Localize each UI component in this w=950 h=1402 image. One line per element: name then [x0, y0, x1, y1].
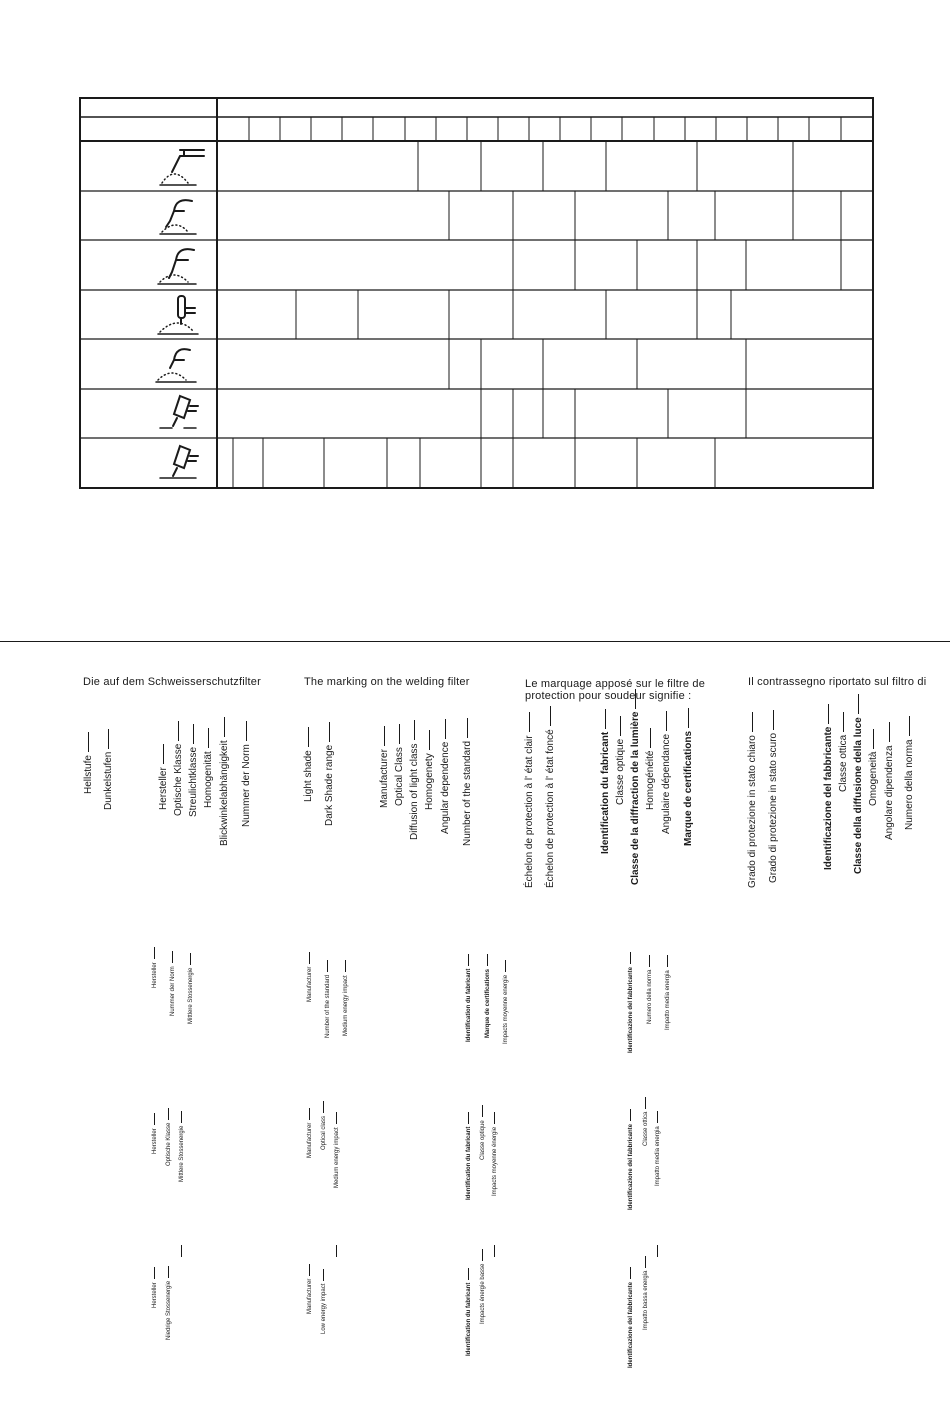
marking-cover-medium-en-2: Medium energy impact — [334, 1112, 340, 1188]
marking-helmet-de-1: Nummer der Norm — [170, 951, 176, 1016]
marking-filter-en-5: Homogenety — [425, 730, 435, 810]
marking-filter-de-2: Hersteller — [159, 744, 169, 810]
marking-cover-low-it-2 — [655, 1245, 661, 1260]
marking-filter-en-7: Number of the standard — [463, 718, 473, 846]
marking-cover-low-fr-2 — [492, 1245, 498, 1260]
marking-helmet-it-1: Numero della norma — [647, 955, 653, 1024]
marking-filter-en-6: Angular dependence — [441, 719, 451, 834]
mig-torch-icon — [158, 249, 196, 284]
marking-filter-en-2: Manufacturer — [380, 726, 390, 808]
marking-helmet-en-1: Number of the standard — [325, 960, 331, 1038]
tig-torch-icon — [160, 150, 204, 185]
marking-filter-fr-6: Angulaire dépendance — [662, 711, 672, 834]
marking-filter-fr-0: Échelon de protection à l' état clair — [525, 712, 535, 888]
heading-en: The marking on the welding filter — [304, 676, 470, 688]
mig-torch-icon — [160, 200, 196, 234]
marking-cover-low-en-1: Low energy impact — [321, 1269, 327, 1334]
marking-filter-fr-3: Classe optique — [616, 716, 626, 805]
heading-it: Il contrassegno riportato sul filtro di — [748, 676, 927, 688]
marking-filter-it-4: Classe della diffusione della luce — [854, 694, 864, 874]
marking-cover-low-de-1: Niedrige Stossenergie — [166, 1266, 172, 1340]
marking-helmet-fr-0: Identification du fabricant — [466, 954, 472, 1042]
marking-filter-it-6: Angolare dipendenza — [885, 722, 895, 840]
marking-helmet-fr-1: Marque de certifications — [485, 954, 491, 1038]
marking-filter-it-5: Omogeneità — [869, 729, 879, 806]
marking-filter-it-0: Grado di protezione in stato chiaro — [748, 712, 758, 888]
marking-cover-low-it-1: Impatto bassa energia — [643, 1256, 649, 1330]
marking-filter-de-5: Homogenität — [204, 728, 214, 808]
marking-helmet-de-0: Hersteller — [152, 947, 158, 988]
marking-filter-en-1: Dark Shade range — [325, 722, 335, 826]
marking-filter-fr-2: Identification du fabricant — [601, 709, 611, 854]
marking-cover-low-fr-0: Identification du fabricant — [466, 1268, 472, 1356]
marking-helmet-en-0: Manufacturer — [307, 952, 313, 1002]
marking-filter-de-6: Blickwinkelabhängigkeit — [220, 717, 230, 846]
heading-fr — [525, 678, 705, 702]
shade-table — [0, 0, 950, 500]
marking-filter-it-2: Identificazione del fabbricante — [824, 704, 834, 870]
marking-cover-low-en-2 — [334, 1245, 340, 1260]
marking-filter-en-4: Diffusion of light class — [410, 720, 420, 840]
marking-cover-medium-it-0: Identificazione del fabbricante — [628, 1109, 634, 1210]
heading-fr-line-1: Le marquage apposé sur le filtre de — [525, 678, 706, 690]
marking-cover-medium-fr-2: Impacts moyenne énergie — [492, 1112, 498, 1196]
plasma-gouging-icon — [160, 446, 198, 478]
marking-filter-it-1: Grado di protezione in stato scuro — [769, 710, 779, 883]
marking-filter-fr-7: Marque de certifications — [684, 708, 694, 846]
mag-torch-icon — [156, 349, 196, 382]
marking-cover-medium-de-0: Hersteller — [152, 1113, 158, 1154]
marking-cover-medium-fr-1: Classe optique — [480, 1105, 486, 1160]
marking-filter-de-4: Streulichtklasse — [189, 724, 199, 817]
marking-filter-de-7: Nummer der Norm — [242, 721, 252, 827]
marking-helmet-it-0: Identificazione del fabbricante — [628, 952, 634, 1053]
marking-filter-de-3: Optische Klasse — [174, 721, 184, 816]
marking-cover-medium-it-2: Impatto media energia — [655, 1111, 661, 1186]
marking-filter-fr-1: Échelon de protection à l' état foncé — [546, 706, 556, 888]
marking-filter-en-3: Optical Class — [395, 724, 405, 806]
heading-fr-line-2: protection pour soudeur signifie : — [525, 690, 692, 702]
marking-cover-medium-fr-0: Identification du fabricant — [466, 1112, 472, 1200]
section-divider — [0, 641, 950, 642]
marking-filter-it-3: Classe ottica — [839, 712, 849, 792]
marking-cover-medium-de-1: Optische Klasse — [166, 1108, 172, 1166]
current-scale-cells — [249, 117, 841, 141]
marking-filter-en-0: Light shade — [304, 727, 314, 802]
marking-filter-fr-5: Homogénéité — [646, 728, 656, 810]
marking-cover-medium-it-1: Classe ottica — [643, 1097, 649, 1146]
mma-electrode-icon — [158, 296, 198, 334]
heading-de: Die auf dem Schweisserschutzfilter — [83, 676, 261, 688]
marking-cover-medium-en-0: Manufacturer — [307, 1108, 313, 1158]
marking-cover-low-it-0: Identificazione del fabbricante — [628, 1267, 634, 1368]
marking-cover-medium-en-1: Optical class — [321, 1101, 327, 1150]
marking-cover-low-de-0: Hersteller — [152, 1267, 158, 1308]
marking-cover-low-de-2 — [179, 1245, 185, 1260]
marking-cover-low-en-0: Manufacturer — [307, 1264, 313, 1314]
marking-filter-it-7: Numero della norma — [905, 716, 915, 830]
marking-filter-de-0: Hellstufe — [84, 732, 94, 794]
marking-helmet-en-2: Medium energy impact — [343, 960, 349, 1036]
marking-helmet-fr-2: Impacts moyenne energie — [503, 960, 509, 1044]
marking-filter-de-1: Dunkelstufen — [104, 729, 114, 810]
marking-cover-low-fr-1: Impacts énergie basse — [480, 1249, 486, 1324]
plasma-cutting-icon — [160, 396, 198, 428]
marking-filter-fr-4: Classe de la diffraction de la lumière — [631, 689, 641, 885]
marking-helmet-it-2: Impatto media energia — [665, 955, 671, 1030]
marking-helmet-de-2: Mittlere Stossenergie — [188, 953, 194, 1024]
marking-cover-medium-de-2: Mittlere Stossenergie — [179, 1111, 185, 1182]
